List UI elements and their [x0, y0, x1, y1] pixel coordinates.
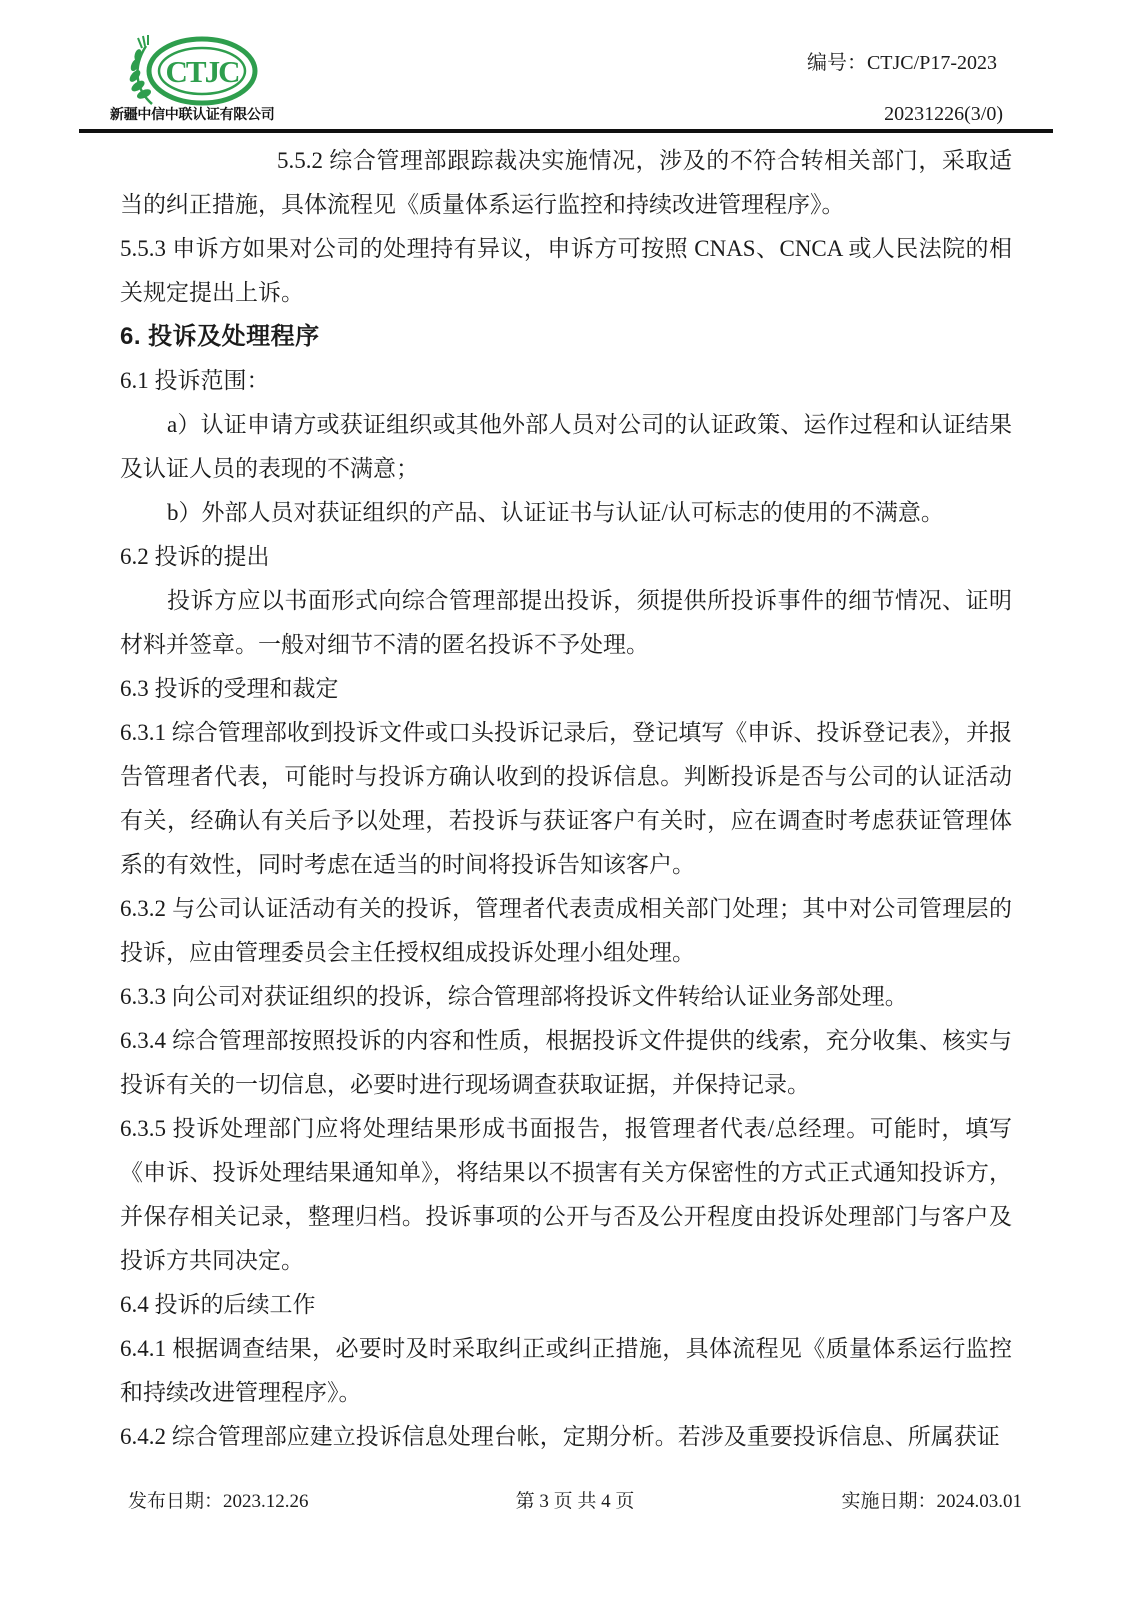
company-name: 新疆中信中联认证有限公司	[110, 106, 275, 122]
paragraph-6-3: 6.3 投诉的受理和裁定	[120, 676, 339, 701]
paragraph-5-5-3: 5.5.3 申诉方如果对公司的处理持有异议，申诉方可按照 CNAS、CNCA 或人民法院的相关规定提出上诉。	[120, 236, 1013, 305]
doc-number: 编号：CTJC/P17-2023	[806, 52, 997, 74]
paragraph-6-3-5: 6.3.5 投诉处理部门应将处理结果形成书面报告，报管理者代表/总经理。可能时，填写《申诉、投诉处理结果通知单》，将结果以不损害有关方保密性的方式正式通知投诉方，并保存相关记录，整理归档。投诉事项的公开与否及公开程度由投诉处理部门与客户及投诉方共同决定。	[120, 1116, 1012, 1273]
section-heading-6: 6. 投诉及处理程序	[120, 323, 320, 350]
doc-revision: 20231226(3/0)	[884, 103, 1003, 125]
page-number: 第 3 页 共 4 页	[515, 1491, 635, 1512]
issue-date: 发布日期：2023.12.26	[128, 1491, 309, 1512]
implementation-date: 实施日期：2024.03.01	[841, 1491, 1022, 1512]
paragraph-5-5-2: 5.5.2 综合管理部跟踪裁决实施情况，涉及的不符合转相关部门，采取适当的纠正措施，具体流程见《质量体系运行监控和持续改进管理程序》。	[120, 148, 1012, 217]
paragraph-6-3-2: 6.3.2 与公司认证活动有关的投诉，管理者代表责成相关部门处理；其中对公司管理层的投诉，应由管理委员会主任授权组成投诉处理小组处理。	[120, 896, 1012, 965]
paragraph-6-3-3: 6.3.3 向公司对获证组织的投诉，综合管理部将投诉文件转给认证业务部处理。	[120, 984, 908, 1009]
header-divider	[79, 129, 1053, 133]
paragraph-6-4-2: 6.4.2 综合管理部应建立投诉信息处理台帐，定期分析。若涉及重要投诉信息、所属获证	[120, 1424, 1000, 1449]
company-logo-icon	[122, 34, 258, 110]
paragraph-6-3-4: 6.3.4 综合管理部按照投诉的内容和性质，根据投诉文件提供的线索，充分收集、核实与投诉有关的一切信息，必要时进行现场调查获取证据，并保持记录。	[120, 1028, 1012, 1097]
paragraph-6-2: 6.2 投诉的提出	[120, 544, 270, 569]
logo-text: CTJC	[165, 54, 239, 89]
paragraph-6-4: 6.4 投诉的后续工作	[120, 1292, 316, 1317]
paragraph-6-1-b: b）外部人员对获证组织的产品、认证证书与认证/认可标志的使用的不满意。	[167, 500, 944, 525]
paragraph-6-2-body: 投诉方应以书面形式向综合管理部提出投诉，须提供所投诉事件的细节情况、证明材料并签章。一般对细节不清的匿名投诉不予处理。	[120, 588, 1012, 657]
paragraph-6-4-1: 6.4.1 根据调查结果，必要时及时采取纠正或纠正措施，具体流程见《质量体系运行监控和持续改进管理程序》。	[120, 1336, 1012, 1405]
page-footer	[128, 1486, 1022, 1513]
document-body	[120, 139, 1012, 1459]
paragraph-6-3-1: 6.3.1 综合管理部收到投诉文件或口头投诉记录后，登记填写《申诉、投诉登记表》，并报告管理者代表，可能时与投诉方确认收到的投诉信息。判断投诉是否与公司的认证活动有关，经确认有关后予以处理，若投诉与获证客户有关时，应在调查时考虑获证管理体系的有效性，同时考虑在适当的时间将投诉告知该客户。	[120, 720, 1012, 877]
paragraph-6-1-a: a）认证申请方或获证组织或其他外部人员对公司的认证政策、运作过程和认证结果及认证人员的表现的不满意；	[120, 412, 1012, 481]
paragraph-6-1: 6.1 投诉范围：	[120, 368, 270, 393]
